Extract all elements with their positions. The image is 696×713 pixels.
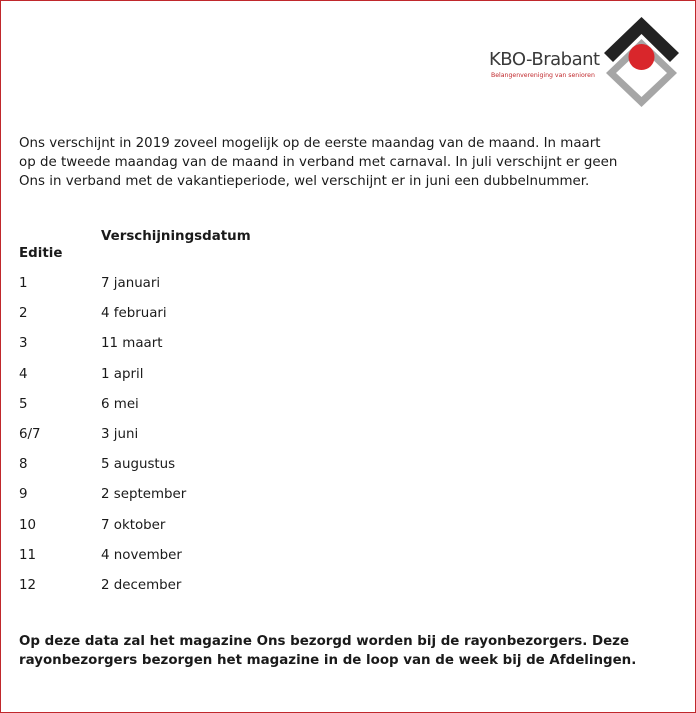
edition-cell: 1 <box>19 276 28 291</box>
edition-cell: 6/7 <box>19 427 41 442</box>
logo-tagline: Belangenvereniging van senioren <box>491 72 595 79</box>
date-cell: 3 juni <box>101 427 139 442</box>
date-cell: 2 september <box>101 487 187 502</box>
date-cell: 1 april <box>101 367 144 382</box>
closing-paragraph <box>19 632 659 670</box>
date-cell: 7 januari <box>101 276 161 291</box>
table-row <box>19 336 419 356</box>
date-cell: 4 november <box>101 548 182 563</box>
table-row <box>19 276 419 296</box>
edition-cell: 11 <box>19 548 37 563</box>
edition-cell: 4 <box>19 367 28 382</box>
edition-cell: 5 <box>19 397 28 412</box>
edition-cell: 10 <box>19 518 37 533</box>
table-row <box>19 548 419 568</box>
header-edition: Editie <box>19 246 63 261</box>
table-row <box>19 427 419 447</box>
logo-diamond-icon <box>604 17 679 107</box>
table-row <box>19 457 419 477</box>
header-date: Verschijningsdatum <box>101 229 251 244</box>
kbo-brabant-logo <box>489 17 679 107</box>
edition-cell: 8 <box>19 457 28 472</box>
edition-cell: 2 <box>19 306 28 321</box>
table-row <box>19 367 419 387</box>
table-row <box>19 578 419 598</box>
date-cell: 11 maart <box>101 336 163 351</box>
table-row <box>19 306 419 326</box>
date-cell: 4 februari <box>101 306 167 321</box>
edition-cell: 3 <box>19 336 28 351</box>
closing-text: Op deze data zal het magazine Ons bezorgd worden bij de rayonbezorgers. Deze rayonbezorgers bezorgen het magazine in de loop van de week bij de Afdelingen. <box>19 634 637 668</box>
table-row <box>19 518 419 538</box>
logo-name: KBO-Brabant <box>489 49 600 70</box>
edition-cell: 12 <box>19 578 37 593</box>
date-cell: 2 december <box>101 578 182 593</box>
date-cell: 7 oktober <box>101 518 166 533</box>
date-cell: 6 mei <box>101 397 139 412</box>
intro-paragraph <box>19 134 619 191</box>
table-row <box>19 487 419 507</box>
intro-text: Ons verschijnt in 2019 zoveel mogelijk op de eerste maandag van de maand. In maart op de tweede maandag van de maand in verband met carnaval. In juli verschijnt er geen Ons in verband met de vakantieperiode, wel verschijnt er in juni een dubbelnummer. <box>19 136 618 189</box>
table-row <box>19 397 419 417</box>
date-cell: 5 augustus <box>101 457 176 472</box>
edition-cell: 9 <box>19 487 28 502</box>
